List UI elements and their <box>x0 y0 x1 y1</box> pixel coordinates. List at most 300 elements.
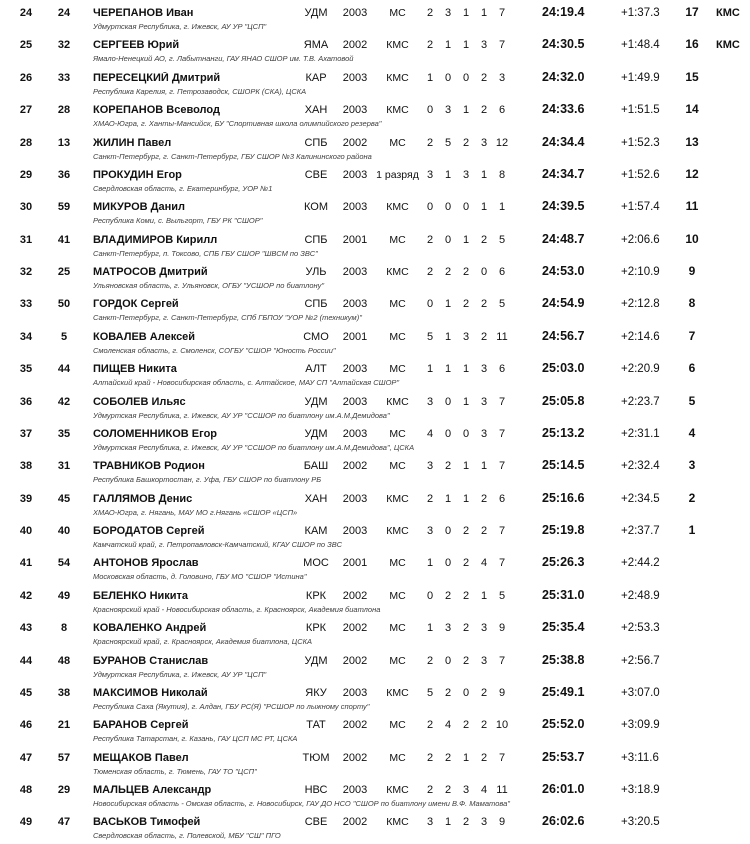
shooting-bout-1: 2 <box>426 7 434 19</box>
region-code-cell: КАМ <box>304 525 328 537</box>
region-code-cell: ТЮМ <box>302 751 330 764</box>
result-main-line <box>0 391 750 409</box>
region-code-cell: СМО <box>303 330 329 343</box>
shooting-total: 5 <box>498 298 506 311</box>
birth-year-cell: 2003 <box>342 784 368 796</box>
shooting-bout-1: 2 <box>426 266 434 278</box>
table-row <box>0 585 750 617</box>
qualification-cell: МС <box>389 460 406 473</box>
region-code-cell: ХАН <box>304 104 328 117</box>
shooting-bout-4: 3 <box>480 654 488 667</box>
total-time-cell: 25:14.5 <box>542 458 585 473</box>
shooting-bout-4: 2 <box>480 751 488 764</box>
total-time-cell: 25:31.0 <box>542 587 585 602</box>
shooting-bout-2: 1 <box>444 168 452 181</box>
result-main-line <box>0 617 750 635</box>
cup-points-cell: 4 <box>688 425 696 440</box>
rank-cell: 35 <box>19 363 33 376</box>
rank-cell: 31 <box>19 233 33 246</box>
rank-cell: 32 <box>19 266 33 278</box>
birth-year-cell: 2001 <box>342 330 368 343</box>
bib-number-cell: 59 <box>57 201 71 214</box>
shooting-total: 6 <box>498 363 506 376</box>
shooting-bout-3: 2 <box>462 266 470 278</box>
birth-year-cell: 2001 <box>342 233 368 246</box>
shooting-total: 5 <box>498 589 506 602</box>
table-row <box>0 132 750 164</box>
result-main-line <box>0 261 750 279</box>
bib-number-cell: 35 <box>57 427 71 440</box>
athlete-name: БАРАНОВ Сергей <box>93 719 189 732</box>
result-main-line <box>0 99 750 117</box>
result-main-line <box>0 747 750 765</box>
table-row <box>0 552 750 584</box>
shooting-bout-4: 3 <box>480 622 488 635</box>
bib-number-cell: 45 <box>57 492 71 505</box>
shooting-bout-1: 0 <box>426 201 434 214</box>
cup-points-cell: 3 <box>688 458 696 473</box>
total-time-cell: 25:03.0 <box>542 361 585 376</box>
total-time-cell: 25:53.7 <box>542 749 585 764</box>
athlete-name: ПРОКУДИН Егор <box>93 168 182 181</box>
athlete-name: КОРЕПАНОВ Всеволод <box>93 104 220 117</box>
qualification-cell: МС <box>389 298 406 311</box>
birth-year-cell: 2002 <box>342 136 368 149</box>
shooting-bout-3: 0 <box>462 686 470 699</box>
shooting-bout-2: 2 <box>444 589 452 602</box>
shooting-bout-1: 1 <box>426 71 434 84</box>
shooting-bout-3: 2 <box>462 298 470 311</box>
bib-number-cell: 41 <box>57 233 71 246</box>
cup-points-cell: 5 <box>688 393 696 408</box>
shooting-bout-3: 2 <box>462 557 470 570</box>
shooting-total: 7 <box>498 7 506 19</box>
qualification-cell: КМС <box>386 492 409 505</box>
result-main-line <box>0 811 750 829</box>
rank-cell: 25 <box>19 39 33 52</box>
bib-number-cell: 42 <box>57 395 71 408</box>
rank-cell: 33 <box>19 298 33 311</box>
shooting-bout-4: 1 <box>480 460 488 473</box>
total-time-cell: 24:34.4 <box>542 134 585 149</box>
result-main-line <box>0 488 750 506</box>
birth-year-cell: 2003 <box>342 201 368 214</box>
result-main-line <box>0 196 750 214</box>
athlete-name: ТРАВНИКОВ Родион <box>93 460 205 473</box>
total-time-cell: 25:05.8 <box>542 393 585 408</box>
time-behind-cell: +2:34.5 <box>621 492 660 505</box>
shooting-bout-1: 3 <box>426 168 434 181</box>
rank-cell: 44 <box>19 654 33 667</box>
qualification-cell: МС <box>389 557 406 570</box>
table-row <box>0 164 750 196</box>
athlete-team-line: Удмуртская Республика, г. Ижевск, АУ УР "ССШОР по биатлону им.А.М.Демидова" <box>93 410 390 420</box>
shooting-bout-1: 5 <box>426 686 434 699</box>
result-main-line <box>0 552 750 570</box>
time-behind-cell: +2:56.7 <box>621 654 660 667</box>
qualification-cell: МС <box>389 622 406 635</box>
time-behind-cell: +2:53.3 <box>621 622 660 635</box>
shooting-bout-1: 2 <box>426 719 434 732</box>
athlete-name: МЕЩАКОВ Павел <box>93 751 189 764</box>
shooting-bout-2: 0 <box>444 233 452 246</box>
time-behind-cell: +2:32.4 <box>621 460 660 473</box>
athlete-team-line: Удмуртская Республика, г. Ижевск, АУ УР "ЦСП" <box>93 669 267 679</box>
athlete-name: СЕРГЕЕВ Юрий <box>93 39 180 52</box>
birth-year-cell: 2003 <box>342 395 368 408</box>
athlete-name: КОВАЛЕВ Алексей <box>93 330 196 343</box>
region-code-cell: ХАН <box>304 492 328 505</box>
shooting-total: 7 <box>498 557 506 570</box>
athlete-name: МАТРОСОВ Дмитрий <box>93 266 208 278</box>
table-row <box>0 650 750 682</box>
result-main-line <box>0 229 750 247</box>
birth-year-cell: 2002 <box>342 589 368 602</box>
table-row <box>0 34 750 66</box>
time-behind-cell: +1:37.3 <box>621 7 660 19</box>
shooting-bout-2: 0 <box>444 654 452 667</box>
shooting-bout-4: 2 <box>480 104 488 117</box>
shooting-bout-3: 3 <box>462 168 470 181</box>
shooting-bout-4: 2 <box>480 233 488 246</box>
shooting-total: 7 <box>498 460 506 473</box>
shooting-bout-1: 4 <box>426 427 434 440</box>
athlete-team-line: Республика Татарстан, г. Казань, ГАУ ЦСП МС РТ, ЦСКА <box>93 734 298 744</box>
qualification-cell: КМС <box>386 39 409 52</box>
shooting-bout-3: 1 <box>462 395 470 408</box>
cup-points-cell: 8 <box>688 296 696 311</box>
birth-year-cell: 2002 <box>342 751 368 764</box>
shooting-bout-4: 2 <box>480 298 488 311</box>
table-row <box>0 455 750 487</box>
bib-number-cell: 28 <box>57 104 71 117</box>
shooting-total: 7 <box>498 39 506 52</box>
athlete-team-line: Новосибирская область - Омская область, г. Новосибирск, ГАУ ДО НСО "СШОР по биатлону имени В.Ф. Маматова" <box>93 799 510 808</box>
time-behind-cell: +2:20.9 <box>621 363 660 376</box>
result-main-line <box>0 423 750 441</box>
birth-year-cell: 2002 <box>342 460 368 473</box>
rank-cell: 41 <box>19 557 33 570</box>
table-row <box>0 261 750 293</box>
table-row <box>0 520 750 552</box>
rank-cell: 27 <box>19 104 33 117</box>
shooting-total: 7 <box>498 654 506 667</box>
table-row <box>0 2 750 34</box>
shooting-bout-4: 1 <box>480 201 488 214</box>
shooting-bout-1: 2 <box>426 751 434 764</box>
total-time-cell: 25:19.8 <box>542 523 585 537</box>
time-behind-cell: +3:20.5 <box>621 816 660 829</box>
bib-number-cell: 57 <box>57 751 71 764</box>
time-behind-cell: +2:23.7 <box>621 395 660 408</box>
time-behind-cell: +1:49.9 <box>621 71 660 84</box>
shooting-total: 6 <box>498 266 506 278</box>
time-behind-cell: +2:48.9 <box>621 589 660 602</box>
bib-number-cell: 31 <box>57 460 71 473</box>
shooting-bout-2: 0 <box>444 525 452 537</box>
rank-cell: 38 <box>19 460 33 473</box>
shooting-bout-3: 1 <box>462 233 470 246</box>
athlete-team-line: Свердловская область, г. Екатеринбург, УОР №1 <box>93 183 273 193</box>
shooting-total: 7 <box>498 751 506 764</box>
region-code-cell: УДМ <box>304 395 328 408</box>
region-code-cell: НВС <box>304 784 328 796</box>
shooting-total: 6 <box>498 104 506 117</box>
birth-year-cell: 2003 <box>342 298 368 311</box>
rank-cell: 48 <box>19 784 33 796</box>
rank-cell: 24 <box>19 7 33 19</box>
table-row <box>0 714 750 746</box>
total-time-cell: 25:26.3 <box>542 555 585 570</box>
athlete-name: БУРАНОВ Станислав <box>93 654 209 667</box>
athlete-team-line: Ямало-Ненецкий АО, г. Лабытнанги, ГАУ ЯНАО СШОР им. Т.В. Ахатовой <box>93 54 354 64</box>
rank-cell: 37 <box>19 427 33 440</box>
total-time-cell: 25:16.6 <box>542 490 585 505</box>
time-behind-cell: +2:44.2 <box>621 557 660 570</box>
shooting-bout-2: 1 <box>444 298 452 311</box>
shooting-bout-2: 1 <box>444 492 452 505</box>
shooting-bout-2: 1 <box>444 816 452 829</box>
time-behind-cell: +2:10.9 <box>621 266 660 278</box>
birth-year-cell: 2002 <box>342 654 368 667</box>
shooting-bout-4: 2 <box>480 686 488 699</box>
athlete-team-line: Удмуртская Республика, г. Ижевск, АУ УР "ССШОР по биатлону им.А.М.Демидова", ЦСКА <box>93 442 415 452</box>
shooting-total: 8 <box>498 168 506 181</box>
rank-cell: 45 <box>19 686 33 699</box>
shooting-total: 9 <box>498 816 506 829</box>
shooting-bout-1: 1 <box>426 622 434 635</box>
shooting-bout-3: 1 <box>462 492 470 505</box>
table-row <box>0 67 750 99</box>
total-time-cell: 25:38.8 <box>542 652 585 667</box>
result-main-line <box>0 358 750 376</box>
norm-achieved-cell: КМС <box>716 39 740 52</box>
time-behind-cell: +2:14.6 <box>621 330 660 343</box>
result-main-line <box>0 132 750 150</box>
athlete-name: СОЛОМЕННИКОВ Егор <box>93 427 218 440</box>
result-main-line <box>0 682 750 700</box>
qualification-cell: КМС <box>386 686 409 699</box>
shooting-bout-2: 5 <box>444 136 452 149</box>
shooting-bout-3: 2 <box>462 622 470 635</box>
athlete-name: БЕЛЕНКО Никита <box>93 589 189 602</box>
time-behind-cell: +1:51.5 <box>621 104 660 117</box>
shooting-bout-2: 2 <box>444 266 452 278</box>
qualification-cell: КМС <box>386 266 409 278</box>
shooting-bout-1: 0 <box>426 589 434 602</box>
shooting-bout-1: 2 <box>426 233 434 246</box>
shooting-bout-1: 2 <box>426 784 434 796</box>
table-row <box>0 358 750 390</box>
athlete-team-line: Удмуртская Республика, г. Ижевск, АУ УР "ЦСП" <box>93 22 267 31</box>
shooting-bout-3: 1 <box>462 104 470 117</box>
bib-number-cell: 25 <box>57 266 71 278</box>
athlete-team-line: Санкт-Петербург, п. Токсово, СПБ ГБУ СШОР "ШВСМ по ЗВС" <box>93 248 318 258</box>
result-main-line <box>0 455 750 473</box>
shooting-bout-4: 1 <box>480 7 488 19</box>
region-code-cell: УДМ <box>304 7 328 19</box>
shooting-bout-3: 2 <box>462 136 470 149</box>
result-main-line <box>0 2 750 20</box>
rank-cell: 46 <box>19 719 33 732</box>
shooting-bout-4: 2 <box>480 525 488 537</box>
rank-cell: 47 <box>19 751 33 764</box>
athlete-team-line: Республика Коми, с. Выльгорт, ГБУ РК "СШОР" <box>93 216 263 226</box>
table-row <box>0 617 750 649</box>
athlete-team-line: Алтайский край - Новосибирская область, с. Алтайское, МАУ СП "Алтайская СШОР" <box>93 378 400 388</box>
shooting-bout-4: 4 <box>480 784 488 796</box>
cup-points-cell: 15 <box>685 69 699 84</box>
shooting-bout-1: 3 <box>426 395 434 408</box>
athlete-team-line: Красноярский край, г. Красноярск, Академия биатлона, ЦСКА <box>93 637 313 647</box>
athlete-team-line: Камчатский край, г. Петропавловск-Камчатский, КГАУ СШОР по ЗВС <box>93 540 343 549</box>
time-behind-cell: +1:57.4 <box>621 201 660 214</box>
rank-cell: 39 <box>19 492 33 505</box>
shooting-bout-1: 2 <box>426 39 434 52</box>
athlete-team-line: ХМАО-Югра, г. Ханты-Мансийск, БУ "Спортивная школа олимпийского резерва" <box>93 119 382 129</box>
qualification-cell: КМС <box>386 816 409 829</box>
region-code-cell: УДМ <box>304 654 328 667</box>
norm-achieved-cell: КМС <box>716 7 740 19</box>
time-behind-cell: +2:37.7 <box>621 525 660 537</box>
shooting-bout-3: 3 <box>462 784 470 796</box>
result-main-line <box>0 714 750 732</box>
cup-points-cell: 14 <box>685 102 699 117</box>
athlete-name: БОРОДАТОВ Сергей <box>93 525 205 537</box>
rank-cell: 43 <box>19 622 33 635</box>
shooting-bout-1: 3 <box>426 460 434 473</box>
result-main-line <box>0 650 750 668</box>
bib-number-cell: 33 <box>57 71 71 84</box>
bib-number-cell: 8 <box>60 622 68 635</box>
birth-year-cell: 2003 <box>342 71 368 84</box>
time-behind-cell: +3:07.0 <box>621 686 660 699</box>
shooting-bout-2: 3 <box>444 622 452 635</box>
result-main-line <box>0 779 750 797</box>
shooting-bout-1: 5 <box>426 330 434 343</box>
shooting-bout-4: 2 <box>480 330 488 343</box>
cup-points-cell: 1 <box>688 523 696 537</box>
total-time-cell: 24:54.9 <box>542 296 585 311</box>
shooting-bout-3: 2 <box>462 589 470 602</box>
shooting-total: 6 <box>498 492 506 505</box>
qualification-cell: КМС <box>386 104 409 117</box>
shooting-total: 3 <box>498 71 506 84</box>
time-behind-cell: +1:52.3 <box>621 136 660 149</box>
shooting-bout-3: 1 <box>462 751 470 764</box>
time-behind-cell: +3:11.6 <box>621 751 659 764</box>
region-code-cell: ЯМА <box>303 39 329 52</box>
region-code-cell: МОС <box>303 557 329 570</box>
table-row <box>0 747 750 779</box>
qualification-cell: МС <box>389 751 406 764</box>
shooting-bout-1: 2 <box>426 654 434 667</box>
rank-cell: 40 <box>19 525 33 537</box>
birth-year-cell: 2003 <box>342 266 368 278</box>
total-time-cell: 24:33.6 <box>542 102 585 117</box>
bib-number-cell: 5 <box>60 330 68 343</box>
table-row <box>0 326 750 358</box>
shooting-bout-4: 3 <box>480 39 488 52</box>
table-row <box>0 196 750 228</box>
region-code-cell: СВЕ <box>304 816 328 829</box>
rank-cell: 29 <box>19 168 33 181</box>
athlete-team-line: Республика Башкортостан, г. Уфа, ГБУ СШОР по биатлону РБ <box>93 475 322 485</box>
birth-year-cell: 2003 <box>342 168 368 181</box>
shooting-bout-2: 2 <box>444 460 452 473</box>
bib-number-cell: 13 <box>57 136 71 149</box>
birth-year-cell: 2002 <box>342 816 368 829</box>
athlete-name: ЖИЛИН Павел <box>93 136 172 149</box>
bib-number-cell: 36 <box>57 168 71 181</box>
qualification-cell: МС <box>389 589 406 602</box>
bib-number-cell: 54 <box>57 557 71 570</box>
shooting-bout-4: 2 <box>480 492 488 505</box>
bib-number-cell: 32 <box>57 39 71 52</box>
region-code-cell: СПБ <box>304 298 328 311</box>
shooting-bout-1: 3 <box>426 816 434 829</box>
qualification-cell: МС <box>389 233 406 246</box>
result-main-line <box>0 326 750 344</box>
region-code-cell: УЛЬ <box>305 266 327 278</box>
shooting-bout-4: 1 <box>480 168 488 181</box>
shooting-bout-2: 4 <box>444 719 452 732</box>
birth-year-cell: 2003 <box>342 7 368 19</box>
athlete-team-line: Свердловская область, г. Полевской, МБУ "СШ" ПГО <box>93 831 281 841</box>
athlete-name: МАЛЬЦЕВ Александр <box>93 784 212 796</box>
shooting-bout-3: 0 <box>462 201 470 214</box>
table-row <box>0 423 750 455</box>
shooting-bout-2: 0 <box>444 427 452 440</box>
result-main-line <box>0 34 750 52</box>
athlete-team-line: Санкт-Петербург, г. Санкт-Петербург, ГБУ СШОР №3 Калининского района <box>93 151 372 161</box>
shooting-bout-4: 4 <box>480 557 488 570</box>
qualification-cell: МС <box>389 427 406 440</box>
shooting-bout-1: 0 <box>426 298 434 311</box>
shooting-bout-2: 1 <box>444 330 452 343</box>
total-time-cell: 26:01.0 <box>542 782 585 796</box>
shooting-bout-2: 1 <box>444 363 452 376</box>
shooting-total: 9 <box>498 622 506 635</box>
shooting-bout-3: 2 <box>462 719 470 732</box>
table-row <box>0 293 750 325</box>
shooting-bout-4: 3 <box>480 427 488 440</box>
total-time-cell: 25:35.4 <box>542 620 585 635</box>
shooting-total: 10 <box>495 719 509 732</box>
athlete-name: МАКСИМОВ Николай <box>93 686 208 699</box>
shooting-total: 1 <box>498 201 506 214</box>
athlete-name: ПЕРЕСЕЦКИЙ Дмитрий <box>93 71 221 84</box>
cup-points-cell: 16 <box>685 37 699 52</box>
bib-number-cell: 44 <box>57 363 71 376</box>
shooting-bout-4: 3 <box>480 363 488 376</box>
shooting-bout-2: 2 <box>444 686 452 699</box>
bib-number-cell: 29 <box>57 784 71 796</box>
birth-year-cell: 2002 <box>342 719 368 732</box>
table-row <box>0 488 750 520</box>
region-code-cell: КРК <box>305 622 327 635</box>
shooting-bout-3: 1 <box>462 7 470 19</box>
qualification-cell: МС <box>389 136 406 149</box>
shooting-bout-2: 0 <box>444 71 452 84</box>
region-code-cell: КАР <box>305 71 327 84</box>
shooting-bout-4: 3 <box>480 816 488 829</box>
shooting-bout-2: 2 <box>444 784 452 796</box>
athlete-name: АНТОНОВ Ярослав <box>93 557 199 570</box>
qualification-cell: МС <box>389 654 406 667</box>
qualification-cell: МС <box>389 7 406 19</box>
bib-number-cell: 24 <box>57 7 71 19</box>
